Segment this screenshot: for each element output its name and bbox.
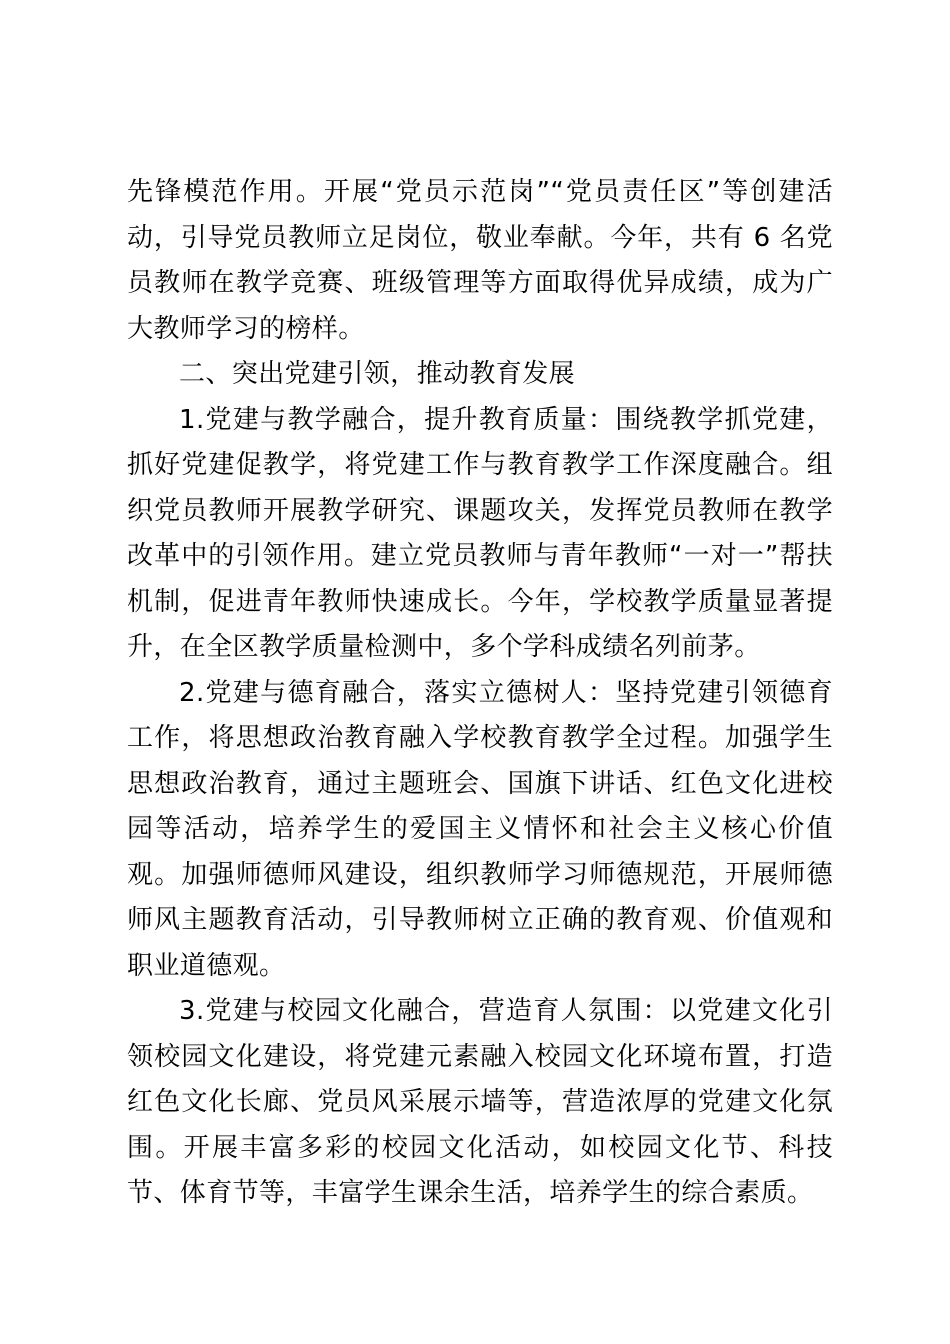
- document-body: [127, 170, 833, 1217]
- paragraph-campus-culture-integration: 3.党建与校园文化融合，营造育人氛围：以党建文化引领校园文化建设，将党建元素融入校园文化环境布置，打造红色文化长廊、党员风采展示墙等，营造浓厚的党建文化氛围。开展丰富多彩的校园文化活动，如校园文化节、科技节、体育节等，丰富学生课余生活，培养学生的综合素质。: [127, 996, 833, 1208]
- paragraph-moral-education-integration: 2.党建与德育融合，落实立德树人：坚持党建引领德育工作，将思想政治教育融入学校教育教学全过程。加强学生思想政治教育，通过主题班会、国旗下讲话、红色文化进校园等活动，培养学生的爱国主义情怀和社会主义核心价值观。加强师德师风建设，组织教师学习师德规范，开展师德师风主题教育活动，引导教师树立正确的教育观、价值观和职业道德观。: [127, 677, 833, 981]
- section-heading: 二、突出党建引领，推动教育发展: [179, 359, 576, 389]
- paragraph-continuation: 先锋模范作用。开展“党员示范岗”“党员责任区”等创建活动，引导党员教师立足岗位，敬业奉献。今年，共有 6 名党员教师在教学竞赛、班级管理等方面取得优异成绩，成为广大教师学习的榜样。: [127, 177, 833, 344]
- paragraph-teaching-integration: 1.党建与教学融合，提升教育质量：围绕教学抓党建，抓好党建促教学，将党建工作与教育教学工作深度融合。组织党员教师开展教学研究、课题攻关，发挥党员教师在教学改革中的引领作用。建立党员教师与青年教师“一对一”帮扶机制，促进青年教师快速成长。今年，学校教学质量显著提升，在全区教学质量检测中，多个学科成绩名列前茅。: [127, 404, 833, 662]
